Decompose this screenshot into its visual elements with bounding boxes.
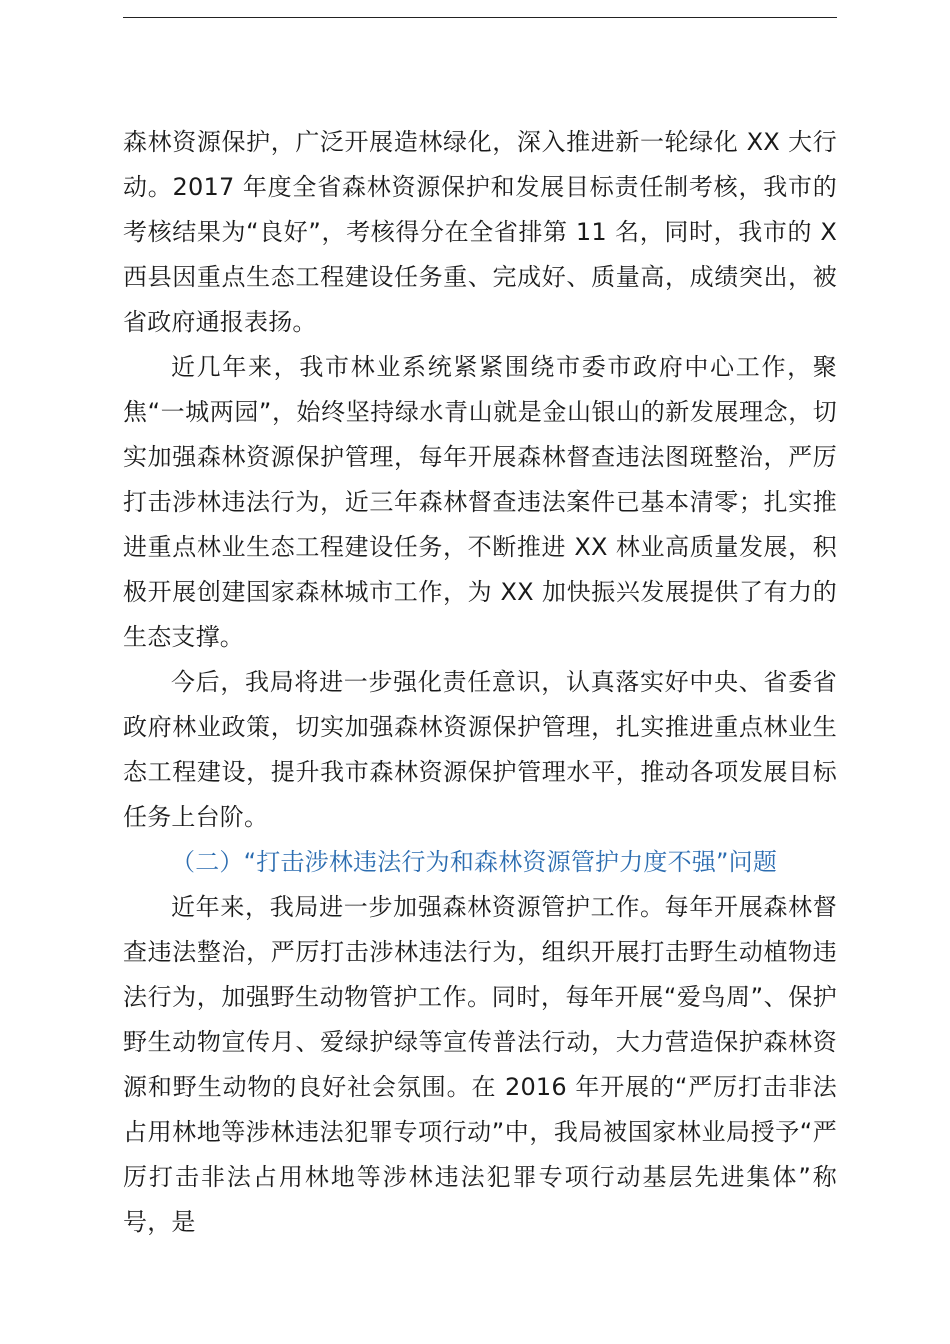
paragraph-future-plans: 今后，我局将进一步强化责任意识，认真落实好中央、省委省政府林业政策，切实加强森林资源保护管理，扎实推进重点林业生态工程建设，提升我市森林资源保护管理水平，推动各项发展目标任务上台阶。 xyxy=(123,668,837,831)
paragraph-forestry-work: 近几年来，我市林业系统紧紧围绕市委市政府中心工作，聚焦“一城两园”，始终坚持绿水青山就是金山银山的新发展理念，切实加强森林资源保护管理，每年开展森林督查违法图斑整治，严厉打击涉林违法行为，近三年森林督查违法案件已基本清零；扎实推进重点林业生态工程建设任务，不断推进 XX 林业高质量发展，积极开展创建国家森林城市工作，为 XX 加快振兴发展提供了有力的生态支撑。 xyxy=(123,353,837,651)
header-rule xyxy=(123,17,837,18)
paragraph-resource-protection: 近年来，我局进一步加强森林资源管护工作。每年开展森林督查违法整治，严厉打击涉林违法行为，组织开展打击野生动植物违法行为，加强野生动物管护工作。同时，每年开展“爱鸟周”、保护野生动物宣传月、爱绿护绿等宣传普法行动，大力营造保护森林资源和野生动物的良好社会氛围。在 2016 年开展的“严厉打击非法占用林地等涉林违法犯罪专项行动”中，我局被国家林业局授予“严厉打击非法占用林地等涉林违法犯罪专项行动基层先进集体”称号，是 xyxy=(123,893,837,1236)
section-heading: （二）“打击涉林违法行为和森林资源管护力度不强”问题 xyxy=(171,848,778,876)
paragraph-continuation: 森林资源保护，广泛开展造林绿化，深入推进新一轮绿化 XX 大行动。2017 年度全省森林资源保护和发展目标责任制考核，我市的考核结果为“良好”，考核得分在全省排第 11 名，同时，我市的 X 西县因重点生态工程建设任务重、完成好、质量高，成绩突出，被省政府通报表扬。 xyxy=(123,128,837,336)
document-body xyxy=(123,120,837,1245)
